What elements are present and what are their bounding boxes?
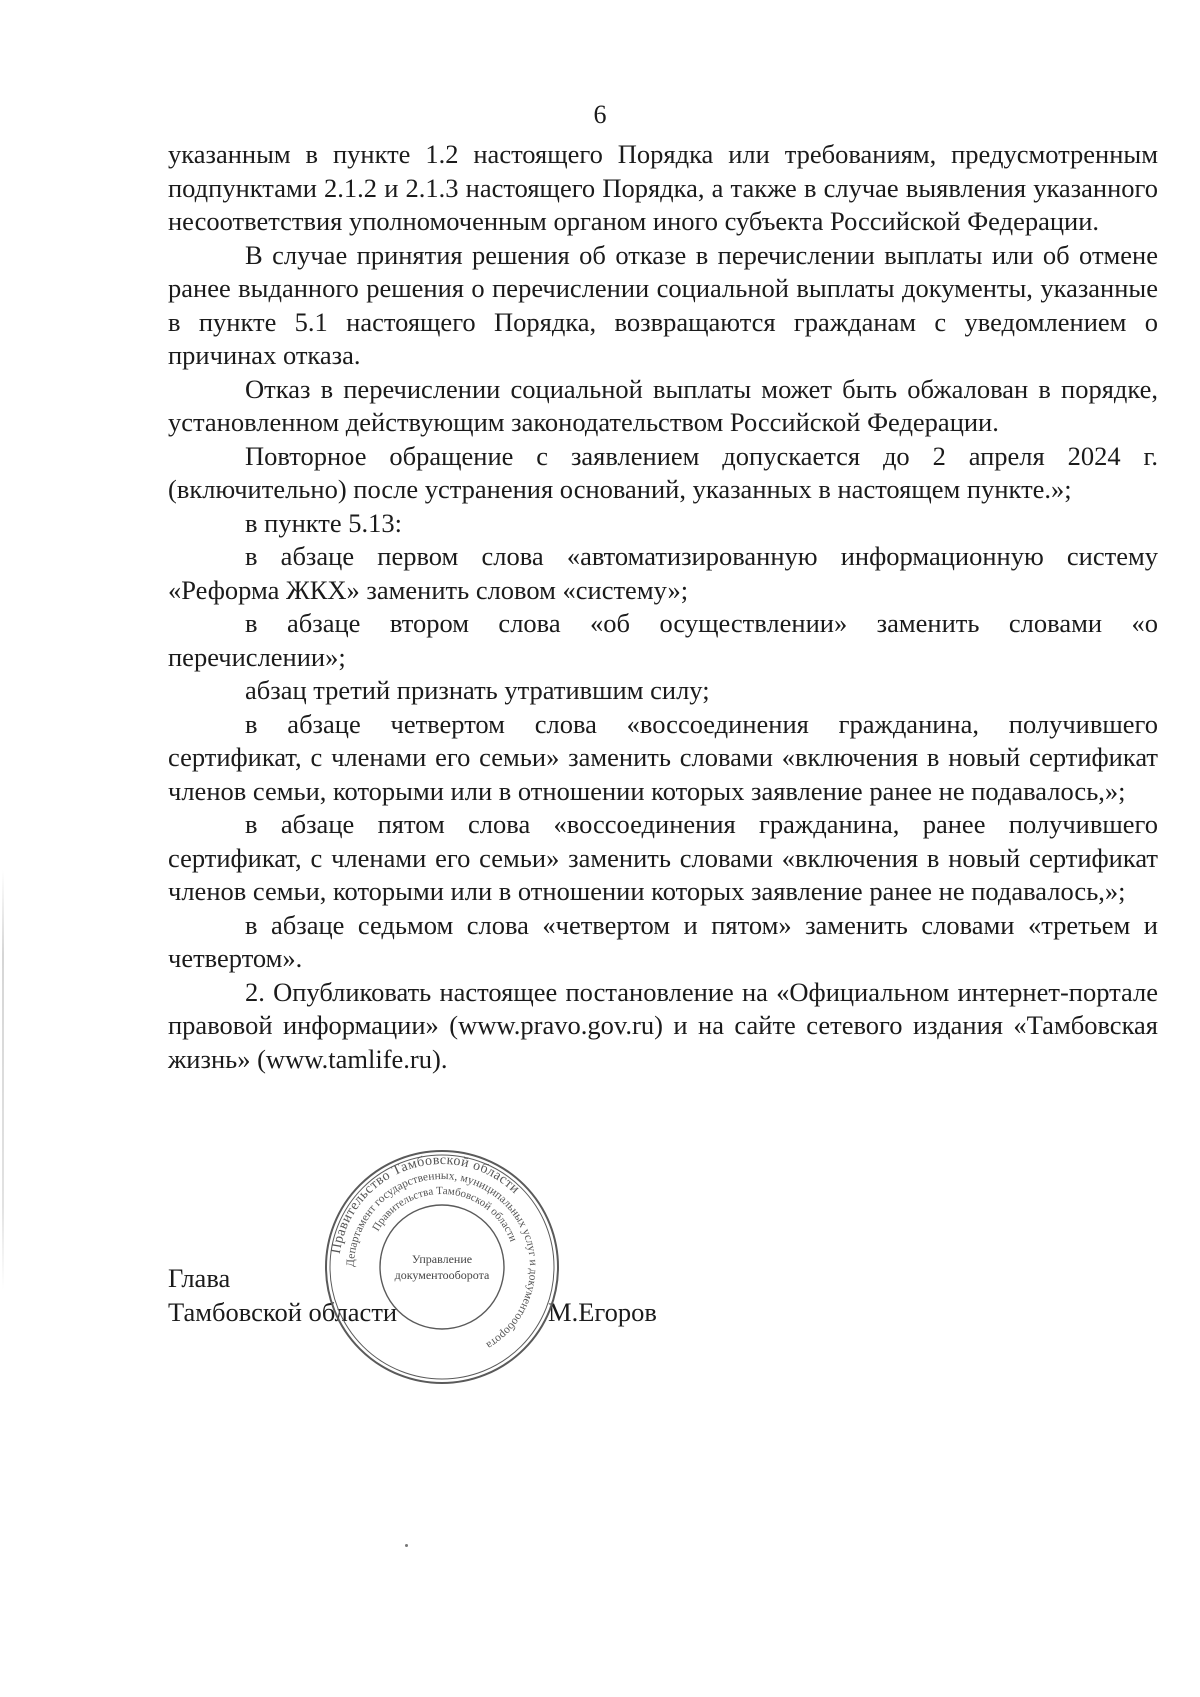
paragraph: в абзаце пятом слова «воссоединения гражданина, ранее получившего сертификат, с членами его семьи» заменить словами «включения в новый сертификат членов семьи, которыми или в отношении которых заявление ранее не подавалось,»; (168, 809, 1158, 906)
paragraph: Отказ в перечислении социальной выплаты может быть обжалован в порядке, установленном действующим законодательством Российской Федерации. (168, 373, 1158, 437)
page-number: 6 (593, 100, 607, 129)
paragraph: В случае принятия решения об отказе в перечислении выплаты или об отмене ранее выданного решения о перечислении социальной выплаты документы, указанные в пункте 5.1 настоящего Порядка, возвращаются гражданам с уведомлением о причинах отказа. (168, 239, 1158, 370)
signatory-title: Глава (168, 1263, 231, 1293)
paragraph: в пункте 5.13: (245, 507, 402, 538)
signatory-name: М.Егоров (548, 1297, 657, 1327)
paragraph: в абзаце втором слова «об осуществлении» заменить словами «о перечислении»; (168, 608, 1158, 672)
paragraph: в абзаце четвертом слова «воссоединения гражданина, получившего сертификат, с членами его семьи» заменить словами «включения в новый сертификат членов семьи, которыми или в отношении которых заявление ранее не подавалось,»; (168, 708, 1158, 806)
seal-inner-text: Правительства Тамбовской области (370, 1184, 520, 1244)
scan-edge-shadow (2, 870, 4, 1290)
signatory-region: Тамбовской области (168, 1296, 398, 1327)
seal-outer-text: Правительство Тамбовской области (328, 1152, 523, 1255)
paragraph: 2. Опубликовать настоящее постановление на «Официальном интернет-портале правовой информации» (www.pravo.gov.ru) и на сайте сетевого издания «Тамбовская жизнь» (www.tamlife.ru). (168, 976, 1158, 1074)
seal-center-line1: Управление (411, 1252, 473, 1266)
official-seal (322, 1147, 562, 1387)
seal-center-line2: документооборота (394, 1268, 490, 1282)
paragraph: указанным в пункте 1.2 настоящего Порядка или требованиям, предусмотренным подпунктами 2.1.2 и 2.1.3 настоящего Порядка, а также в случае выявления указанного несоответствия уполномоченным органом иного субъекта Российской Федерации. (168, 139, 1158, 236)
seal-middle-text: Департамент государственных, муниципальных услуг и документооборота (344, 1169, 540, 1352)
paragraph: в абзаце седьмом слова «четвертом и пятом» заменить словами «третьем и четвертом». (168, 909, 1158, 973)
document-body (168, 138, 1158, 1076)
paragraph: абзац третий признать утратившим силу; (245, 675, 710, 705)
paragraph: Повторное обращение с заявлением допускается до 2 апреля 2024 г. (включительно) после устранения оснований, указанных в настоящем пункте.»; (168, 440, 1158, 504)
scan-speck (405, 1544, 408, 1547)
paragraph: в абзаце первом слова «автоматизированную информационную систему «Реформа ЖКХ» заменить словом «систему»; (168, 541, 1158, 605)
